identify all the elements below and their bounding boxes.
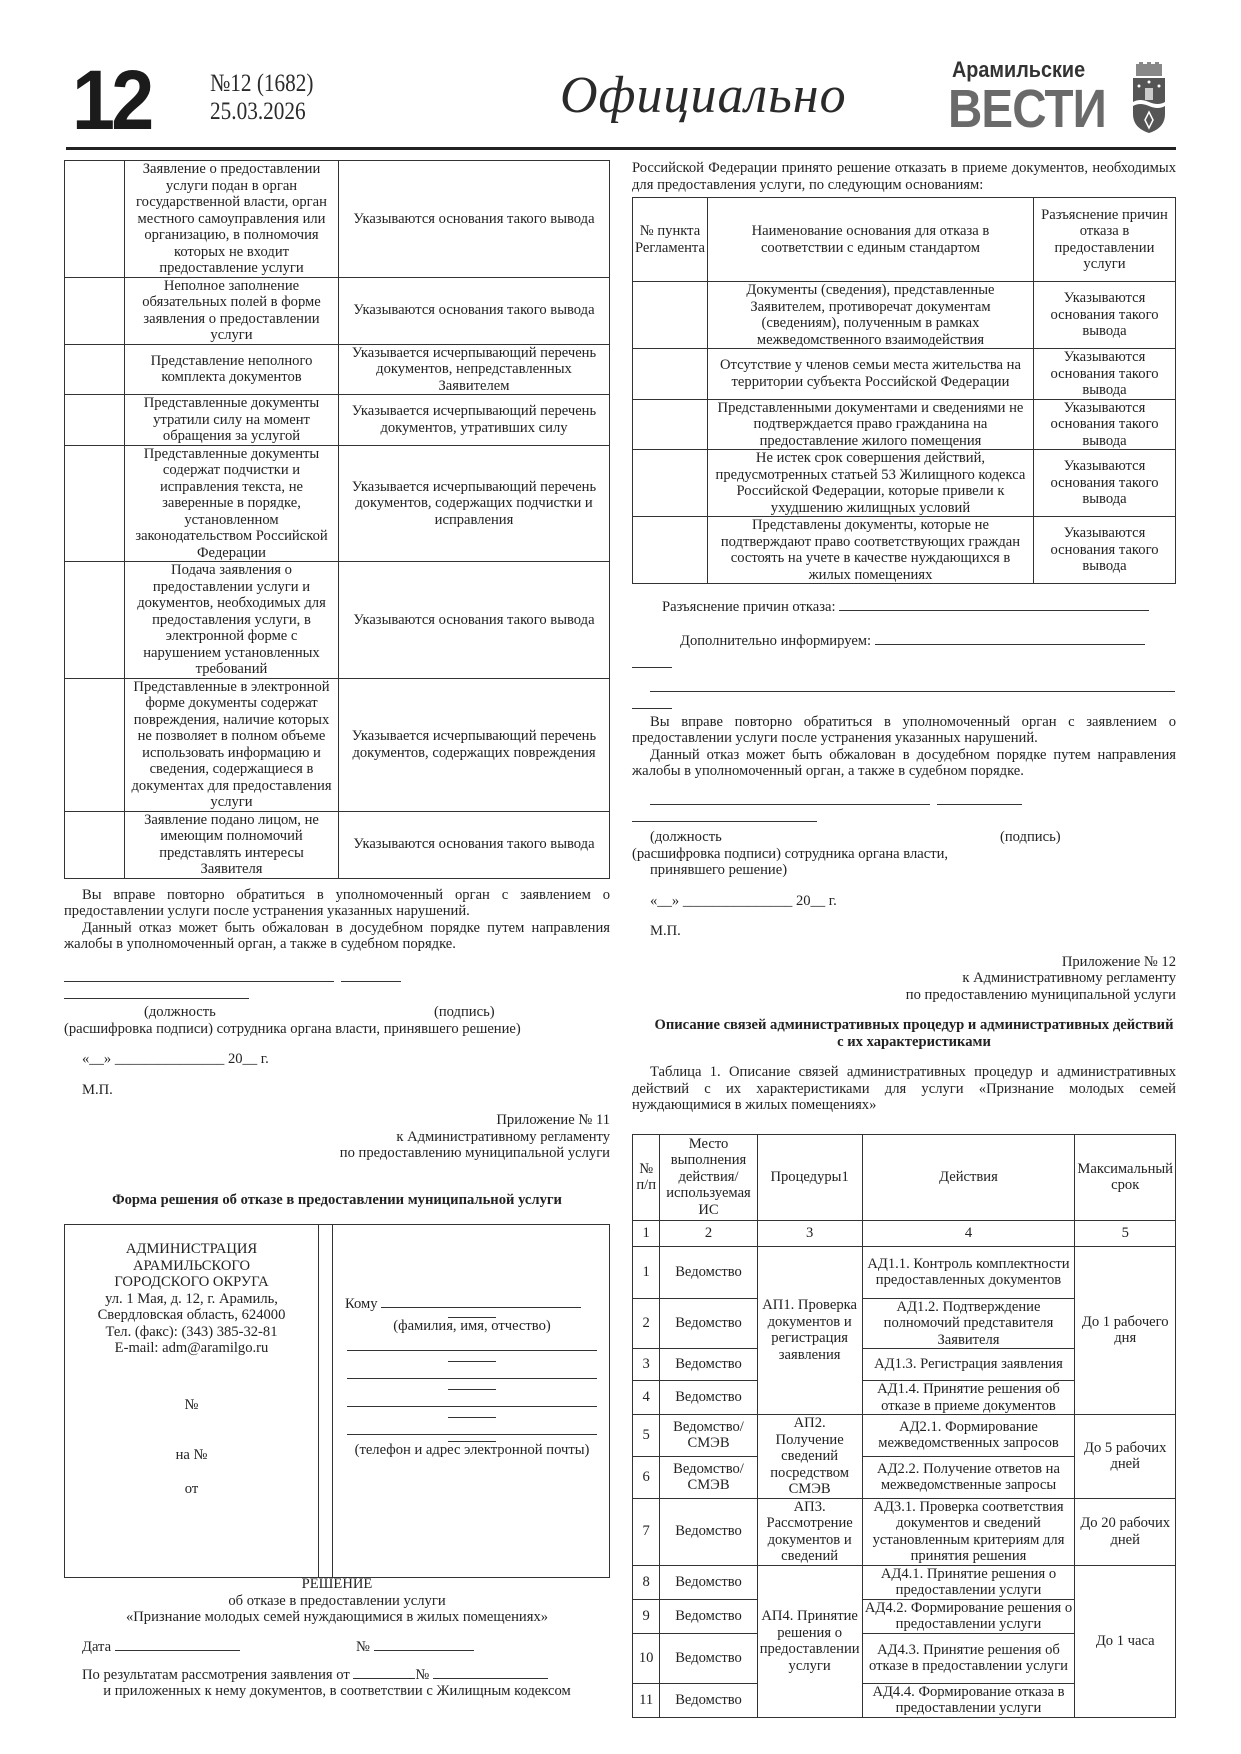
column-number: 5 bbox=[1075, 1220, 1176, 1246]
organization-line: ГОРОДСКОГО ОКРУГА bbox=[114, 1274, 269, 1290]
column-header: Действия bbox=[862, 1134, 1075, 1220]
addressee-line-short bbox=[448, 1407, 496, 1418]
issue-number: №12 (1682) bbox=[210, 70, 314, 97]
table-row bbox=[633, 1498, 1176, 1565]
term-cell: До 1 рабочего дня bbox=[1075, 1246, 1176, 1415]
table-row bbox=[65, 395, 610, 446]
additional-info-line bbox=[632, 632, 1176, 650]
row-number-cell bbox=[65, 811, 125, 878]
term-cell: До 5 рабочих дней bbox=[1075, 1415, 1176, 1499]
signature-lines bbox=[64, 969, 610, 1004]
action-cell: АД4.3. Принятие решения об отказе в предоставлении услуги bbox=[862, 1633, 1075, 1683]
row-number-cell: 5 bbox=[633, 1415, 660, 1457]
reason-cell: Представление неполного комплекта документов bbox=[125, 344, 339, 395]
additional-info-field[interactable] bbox=[650, 679, 1175, 692]
appendix-line: по предоставлению муниципальной услуги bbox=[339, 1145, 610, 1161]
results-text-continued: и приложенных к нему документов, в соответствии с Жилищным кодексом bbox=[103, 1683, 571, 1699]
place-cell: Ведомство bbox=[660, 1633, 757, 1683]
signature-lines bbox=[632, 792, 1176, 827]
action-cell: АД1.4. Принятие решения об отказе в приеме документов bbox=[862, 1381, 1075, 1415]
organization-line: Тел. (факс): (343) 385-32-81 bbox=[105, 1323, 278, 1340]
explanation-cell: Указываются основания такого вывода bbox=[339, 277, 610, 344]
column-header: Максимальный срок bbox=[1075, 1134, 1176, 1220]
row-number-cell: 6 bbox=[633, 1456, 660, 1498]
intro-paragraph: Российской Федерации принято решение отказать в приеме документов, необходимых для предоставления услуги, по следующим основаниям: bbox=[632, 160, 1176, 193]
row-number-cell: 1 bbox=[633, 1246, 660, 1298]
refusal-grounds-table bbox=[632, 197, 1176, 584]
explanation-cell: Указываются основания такого вывода bbox=[339, 811, 610, 878]
reason-cell: Представленные в электронной форме документы содержат повреждения, наличие которых не позволяет в полном объеме использовать информацию и сведения, содержащиеся в документах для предоставления услуги bbox=[125, 678, 339, 811]
addressee-block bbox=[335, 1295, 609, 1459]
reason-cell: Представленные документы содержат подчистки и исправления текста, не заверенные в порядке, установленном законодательством Российской Федерации bbox=[125, 445, 339, 562]
table-row bbox=[65, 161, 610, 278]
number-label: № bbox=[356, 1638, 370, 1655]
row-number-cell bbox=[65, 161, 125, 278]
signature-captions bbox=[632, 829, 1176, 846]
issue-date: 25.03.2026 bbox=[210, 98, 306, 125]
decoding-label: принявшего решение) bbox=[650, 862, 788, 878]
table-row bbox=[65, 562, 610, 679]
place-cell: Ведомство bbox=[660, 1599, 757, 1633]
reapply-paragraph: Вы вправе повторно обратиться в уполномоченный орган с заявлением о предоставлении услуги после устранения указанных нарушений. bbox=[632, 713, 1176, 746]
service-name: «Признание молодых семей нуждающимися в жилых помещениях» bbox=[125, 1609, 549, 1625]
explanation-cell: Указывается исчерпывающий перечень документов, непредставленных Заявителем bbox=[339, 344, 610, 395]
reason-cell: Представленные документы утратили силу на момент обращения за услугой bbox=[125, 395, 339, 446]
place-cell: Ведомство bbox=[660, 1349, 757, 1381]
explanation-cell: Указываются основания такого вывода bbox=[1034, 349, 1176, 400]
appendix-line: по предоставлению муниципальной услуги bbox=[905, 986, 1176, 1003]
results-line bbox=[64, 1666, 610, 1684]
blank-lines bbox=[632, 655, 1176, 714]
term-cell: До 20 рабочих дней bbox=[1075, 1498, 1176, 1565]
signature-captions bbox=[64, 1004, 610, 1021]
place-cell: Ведомство/ СМЭВ bbox=[660, 1415, 757, 1457]
newspaper-name-main: ВЕСТИ bbox=[948, 79, 1106, 139]
column-header: № пункта Регламента bbox=[633, 198, 708, 282]
row-number-cell bbox=[65, 562, 125, 679]
action-cell: АД2.2. Получение ответов на межведомственные запросы bbox=[862, 1456, 1075, 1498]
header-rule bbox=[66, 147, 1176, 150]
explanation-cell: Указывается исчерпывающий перечень документов, утративших силу bbox=[339, 395, 610, 446]
term-cell: До 1 часа bbox=[1075, 1565, 1176, 1717]
row-number-cell bbox=[65, 395, 125, 446]
action-cell: АД4.4. Формирование отказа в предоставлении услуги bbox=[862, 1683, 1075, 1717]
reapply-paragraph: Вы вправе повторно обратиться в уполномоченный орган с заявлением о предоставлении услуги после устранения указанных нарушений. bbox=[64, 886, 610, 919]
row-number-cell bbox=[633, 517, 708, 584]
column-header: № п/п bbox=[633, 1134, 660, 1220]
procedure-cell: АП4. Принятие решения о предоставлении услуги bbox=[757, 1565, 862, 1717]
addressee-line-short bbox=[448, 1351, 496, 1362]
row-number-cell bbox=[633, 282, 708, 349]
position-label: (должность bbox=[650, 828, 722, 845]
table-row bbox=[633, 517, 1176, 584]
right-column bbox=[632, 160, 1176, 1718]
table-row bbox=[65, 277, 610, 344]
table-row bbox=[65, 678, 610, 811]
action-cell: АД2.1. Формирование межведомственных запросов bbox=[862, 1415, 1075, 1457]
place-cell: Ведомство bbox=[660, 1298, 757, 1349]
table-row bbox=[633, 1415, 1176, 1457]
explanation-cell: Указываются основания такого вывода bbox=[1034, 517, 1176, 584]
appendix-11 bbox=[64, 1112, 610, 1162]
addressee-line-short bbox=[448, 1435, 496, 1442]
issue-info bbox=[210, 70, 314, 126]
row-number-cell: 8 bbox=[633, 1565, 660, 1599]
place-cell: Ведомство bbox=[660, 1498, 757, 1565]
row-number-cell: 11 bbox=[633, 1683, 660, 1717]
form-title: Форма решения об отказе в предоставлении муниципальной услуги bbox=[112, 1191, 562, 1208]
explanation-label: Разъяснение причин отказа: bbox=[662, 599, 836, 615]
explanation-cell: Указываются основания такого вывода bbox=[339, 562, 610, 679]
table-caption: Таблица 1. Описание связей административных процедур и административных действий с их характеристиками для услуги «Признание молодых семей нуждающимися в жилых помещениях» bbox=[632, 1064, 1176, 1113]
date-field[interactable] bbox=[115, 1638, 240, 1651]
place-cell: Ведомство bbox=[660, 1565, 757, 1599]
table-row bbox=[633, 1246, 1176, 1298]
row-number-cell: 4 bbox=[633, 1381, 660, 1415]
position-label: (должность bbox=[144, 1003, 216, 1020]
number-field[interactable] bbox=[374, 1638, 474, 1651]
row-number-cell: 9 bbox=[633, 1599, 660, 1633]
organization-block bbox=[65, 1241, 318, 1357]
action-cell: АД4.2. Формирование решения о предоставлении услуги bbox=[862, 1599, 1075, 1633]
organization-line: Свердловская область, 624000 bbox=[97, 1307, 286, 1323]
decision-subtitle: об отказе в предоставлении услуги bbox=[228, 1592, 446, 1609]
reply-to-number-label: на № bbox=[175, 1447, 208, 1463]
stamp-label: М.П. bbox=[650, 923, 681, 939]
appendix-line: к Административному регламенту bbox=[962, 970, 1176, 986]
column-header: Наименование основания для отказа в соответствии с единым стандартом bbox=[707, 198, 1033, 282]
addressee-line-short bbox=[448, 1379, 496, 1390]
row-number-cell bbox=[633, 450, 708, 517]
organization-line: АРАМИЛЬСКОГО bbox=[132, 1257, 250, 1274]
action-cell: АД4.1. Принятие решения о предоставлении услуги bbox=[862, 1565, 1075, 1599]
addressee-field[interactable] bbox=[381, 1295, 581, 1308]
newspaper-name-top: Арамильские bbox=[952, 57, 1086, 82]
place-cell: Ведомство bbox=[660, 1683, 757, 1717]
date-number-line bbox=[64, 1638, 610, 1656]
row-number-cell bbox=[65, 277, 125, 344]
addressee-line[interactable] bbox=[347, 1334, 597, 1351]
row-number-cell bbox=[633, 399, 708, 450]
organization-line: АДМИНИСТРАЦИЯ bbox=[125, 1241, 258, 1257]
table-row bbox=[633, 282, 1176, 349]
column-header: Разъяснение причин отказа в предоставлении услуги bbox=[1034, 198, 1176, 282]
column-number: 1 bbox=[633, 1220, 660, 1246]
procedure-cell: АП1. Проверка документов и регистрация заявления bbox=[757, 1246, 862, 1415]
section-title: Официально bbox=[560, 67, 847, 124]
organization-line: ул. 1 Мая, д. 12, г. Арамиль, bbox=[105, 1290, 278, 1307]
appeal-paragraph: Данный отказ может быть обжалован в досудебном порядке путем направления жалобы в уполномоченный орган, а также в судебном порядке. bbox=[632, 746, 1176, 779]
letterhead-form bbox=[64, 1224, 610, 1578]
reason-cell: Документы (сведения), представленные Заявителем, противоречат документам (сведениям), полученным в рамках межведомственного взаимодействия bbox=[707, 282, 1033, 349]
outgoing-number-label: № bbox=[184, 1397, 199, 1413]
addressee-line[interactable] bbox=[347, 1362, 597, 1379]
explanation-cell: Указываются основания такого вывода bbox=[1034, 282, 1176, 349]
appendix-line: Приложение № 11 bbox=[496, 1112, 610, 1128]
place-cell: Ведомство/ СМЭВ bbox=[660, 1456, 757, 1498]
application-number-field[interactable] bbox=[433, 1666, 548, 1679]
explanation-cell: Указываются основания такого вывода bbox=[1034, 450, 1176, 517]
reason-cell: Заявление о предоставлении услуги подан в орган государственной власти, орган местного самоуправления или организацию, в полномочия которых не входит предоставление услуги bbox=[125, 161, 339, 278]
signature-label: (подпись) bbox=[434, 1003, 495, 1020]
signature-label: (подпись) bbox=[1000, 828, 1061, 845]
row-number-cell: 7 bbox=[633, 1498, 660, 1565]
column-header: Место выполнения действия/ используемая ИС bbox=[660, 1134, 757, 1220]
appendix-line: Приложение № 12 bbox=[1061, 953, 1176, 970]
table-row bbox=[65, 344, 610, 395]
row-number-cell bbox=[65, 678, 125, 811]
explanation-cell: Указывается исчерпывающий перечень документов, содержащих повреждения bbox=[339, 678, 610, 811]
action-cell: АД1.1. Контроль комплектности предоставленных документов bbox=[862, 1246, 1075, 1298]
explanation-cell: Указываются основания такого вывода bbox=[1034, 399, 1176, 450]
reason-cell: Отсутствие у членов семьи места жительства на территории субъекта Российской Федерации bbox=[707, 349, 1033, 400]
reason-cell: Представленными документами и сведениями не подтверждается право гражданина на предоставление жилого помещения bbox=[707, 399, 1033, 450]
additional-info-field[interactable] bbox=[875, 632, 1145, 645]
column-number: 2 bbox=[660, 1220, 757, 1246]
place-cell: Ведомство bbox=[660, 1381, 757, 1415]
table-row bbox=[65, 445, 610, 562]
row-number-cell bbox=[65, 445, 125, 562]
table-row bbox=[633, 450, 1176, 517]
table-row bbox=[633, 399, 1176, 450]
reason-cell: Подача заявления о предоставлении услуги и документов, необходимых для предоставления услуги, в электронной форме с нарушением установленных требований bbox=[125, 562, 339, 679]
row-number-cell: 2 bbox=[633, 1298, 660, 1349]
date-line: «__» _______________ 20__ г. bbox=[82, 1051, 269, 1067]
decoding-label: (расшифровка подписи) сотрудника органа власти, bbox=[632, 845, 949, 862]
section-heading: Описание связей административных процедур и административных действий с их характеристиками bbox=[654, 1017, 1174, 1050]
row-number-cell bbox=[65, 344, 125, 395]
explanation-field[interactable] bbox=[839, 598, 1149, 611]
stamp-label: М.П. bbox=[82, 1081, 113, 1098]
row-number-cell: 3 bbox=[633, 1349, 660, 1381]
to-label: Кому bbox=[345, 1296, 378, 1312]
column-number: 4 bbox=[862, 1220, 1075, 1246]
decoding-label: (расшифровка подписи) сотрудника органа власти, принявшего решение) bbox=[64, 1020, 521, 1037]
place-cell: Ведомство bbox=[660, 1246, 757, 1298]
reason-cell: Неполное заполнение обязательных полей в форме заявления о предоставлении услуги bbox=[125, 277, 339, 344]
action-cell: АД1.3. Регистрация заявления bbox=[862, 1349, 1075, 1381]
application-date-field[interactable] bbox=[353, 1666, 415, 1679]
explanation-cell: Указываются основания такого вывода bbox=[339, 161, 610, 278]
coat-of-arms-icon bbox=[1130, 62, 1168, 134]
date-line: «__» _______________ 20__ г. bbox=[650, 892, 837, 909]
table-row bbox=[633, 349, 1176, 400]
explanation-line bbox=[632, 598, 1176, 616]
date-label: Дата bbox=[82, 1638, 112, 1655]
column-header: Процедуры1 bbox=[757, 1134, 862, 1220]
addressee-line[interactable] bbox=[347, 1390, 597, 1407]
addressee-line[interactable] bbox=[347, 1418, 597, 1435]
column-number: 3 bbox=[757, 1220, 862, 1246]
reason-cell: Не истек срок совершения действий, предусмотренных статьей 53 Жилищного кодекса Российской Федерации, которые привели к ухудшению жилищных условий bbox=[707, 450, 1033, 517]
action-cell: АД1.2. Подтверждение полномочий представителя Заявителя bbox=[862, 1298, 1075, 1349]
procedure-cell: АП2. Получение сведений посредством СМЭВ bbox=[757, 1415, 862, 1499]
page-number: 12 bbox=[72, 53, 151, 147]
appendix-12 bbox=[632, 954, 1176, 1004]
results-number-label: № bbox=[415, 1666, 430, 1683]
action-cell: АД3.1. Проверка соответствия документов и сведений установленным критериям для принятия решения bbox=[862, 1498, 1075, 1565]
additional-info-label: Дополнительно информируем: bbox=[680, 632, 872, 649]
decision-title: РЕШЕНИЕ bbox=[301, 1576, 373, 1592]
from-date-label: от bbox=[184, 1481, 199, 1497]
organization-line: E-mail: adm@aramilgo.ru bbox=[114, 1340, 269, 1356]
table-row bbox=[65, 811, 610, 878]
reason-cell: Заявление подано лицом, не имеющим полномочий представлять интересы Заявителя bbox=[125, 811, 339, 878]
appeal-paragraph: Данный отказ может быть обжалован в досудебном порядке путем направления жалобы в уполномоченный орган, а также в судебном порядке. bbox=[64, 919, 610, 952]
left-column bbox=[64, 160, 610, 1700]
refusal-reasons-table bbox=[64, 160, 610, 879]
contacts-caption: (телефон и адрес электронной почты) bbox=[354, 1442, 590, 1458]
fio-caption: (фамилия, имя, отчество) bbox=[393, 1317, 551, 1334]
reason-cell: Представлены документы, которые не подтверждают право соответствующих граждан состоять на учете в качестве нуждающихся в жилых помещениях bbox=[707, 517, 1033, 584]
results-text: По результатам рассмотрения заявления от bbox=[82, 1666, 350, 1683]
procedure-cell: АП3. Рассмотрение документов и сведений bbox=[757, 1498, 862, 1565]
explanation-cell: Указывается исчерпывающий перечень документов, содержащих подчистки и исправления bbox=[339, 445, 610, 562]
row-number-cell bbox=[633, 349, 708, 400]
table-row bbox=[633, 1565, 1176, 1599]
appendix-line: к Административному регламенту bbox=[396, 1128, 610, 1145]
row-number-cell: 10 bbox=[633, 1633, 660, 1683]
procedures-table bbox=[632, 1134, 1176, 1718]
